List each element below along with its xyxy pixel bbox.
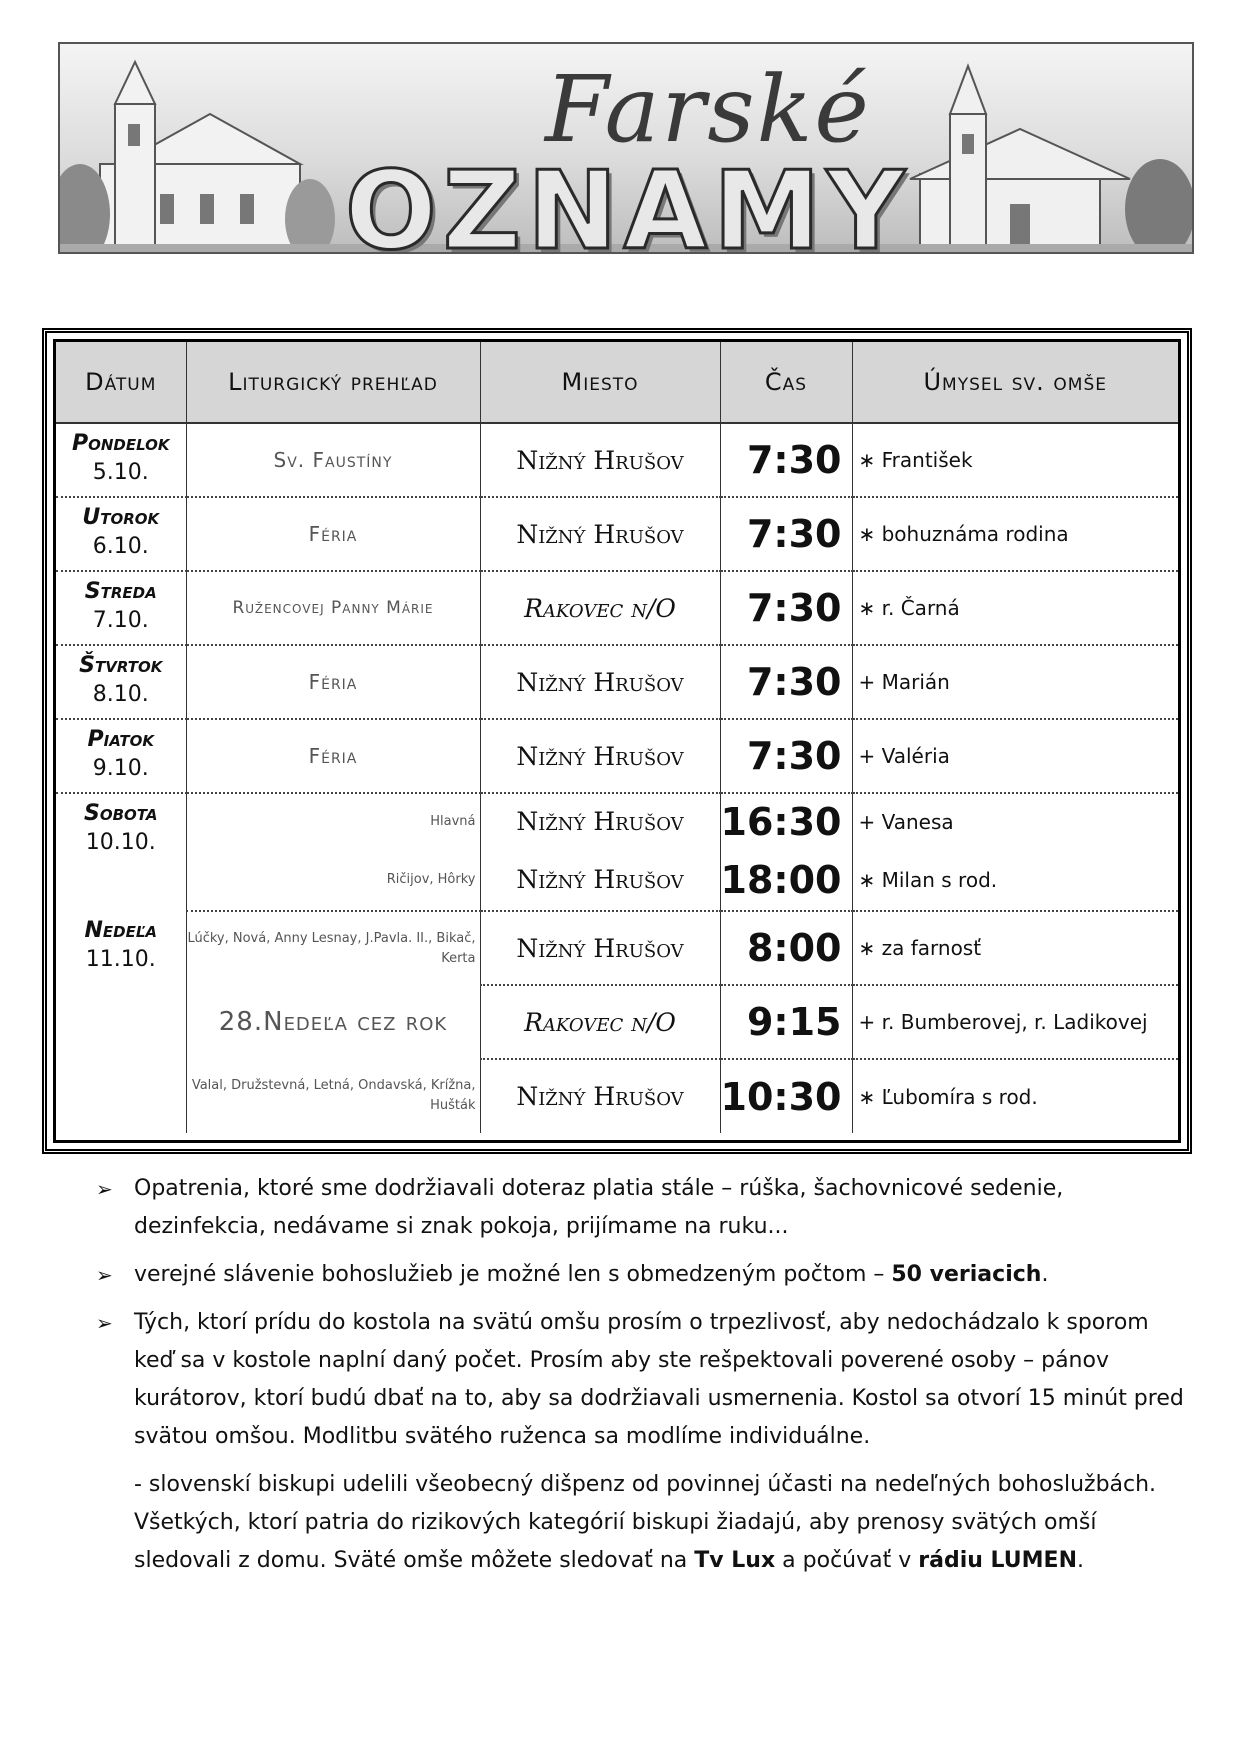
time-cell: 7:30	[720, 423, 852, 497]
banner-script-title: Farské	[545, 56, 871, 163]
liturgy-cell: Féria	[186, 719, 480, 793]
text-part: .	[1041, 1262, 1049, 1287]
table-row	[56, 571, 1178, 645]
intention-cell: ∗ František	[852, 423, 1178, 497]
emphasis-text: 50 veriacich	[891, 1262, 1042, 1287]
place-cell: Nižný Hrušov	[480, 1059, 720, 1133]
announcements	[96, 1170, 1186, 1580]
header-place: Miesto	[480, 342, 720, 423]
intention-cell: + Marián	[852, 645, 1178, 719]
liturgy-cell: Valal, Družstevná, Letná, Ondavská, Krížna, Hušták	[186, 1059, 480, 1133]
place-cell: Nižný Hrušov	[480, 423, 720, 497]
time-cell: 7:30	[720, 497, 852, 571]
arrow-bullet-icon: ➢	[96, 1263, 113, 1287]
day-date: 8.10.	[92, 682, 149, 707]
table-header-row	[56, 342, 1178, 423]
table-row	[56, 793, 1178, 849]
place-cell: Rakovec n/O	[480, 571, 720, 645]
table-row	[56, 985, 1178, 1059]
announcement-text	[134, 1256, 1186, 1294]
day-name: Sobota	[84, 801, 158, 826]
time-cell: 8:00	[720, 911, 852, 985]
intention-cell: ∗ Ľubomíra s rod.	[858, 1084, 1038, 1109]
day-name: Utorok	[82, 505, 160, 530]
day-date: 7.10.	[92, 608, 149, 633]
time-cell: 16:30	[720, 793, 852, 849]
table-row	[56, 719, 1178, 793]
day-name: Štvrtok	[79, 653, 163, 678]
text-part: verejné slávenie bohoslužieb je možné len s obmedzeným počtom –	[134, 1262, 892, 1287]
place-cell: Nižný Hrušov	[480, 497, 720, 571]
day-cell	[56, 497, 186, 571]
liturgy-cell: Féria	[186, 497, 480, 571]
schedule-frame	[42, 328, 1192, 1154]
mass-schedule-table	[56, 342, 1178, 1133]
place-cell: Nižný Hrušov	[480, 719, 720, 793]
day-date: 11.10.	[85, 947, 156, 972]
day-cell	[56, 911, 186, 1133]
day-name: Piatok	[87, 727, 154, 752]
place-cell: Nižný Hrušov	[480, 911, 720, 985]
liturgy-cell: Sv. Faustíny	[186, 423, 480, 497]
time-cell: 7:30	[720, 645, 852, 719]
announcement-paragraph	[96, 1466, 1186, 1580]
table-row	[56, 1059, 1178, 1133]
intention-cell: + Valéria	[852, 719, 1178, 793]
day-name: Nedeľa	[84, 918, 158, 943]
announcement-item	[96, 1304, 1186, 1456]
header-banner	[58, 42, 1194, 254]
intention-cell: + r. Bumberovej, r. Ladikovej	[852, 985, 1178, 1059]
intention-cell: ∗ za farnosť	[852, 911, 1178, 985]
day-cell	[56, 793, 186, 911]
table-row	[56, 911, 1178, 985]
intention-cell: + Vanesa	[858, 809, 954, 834]
time-cell: 7:30	[720, 571, 852, 645]
announcement-item	[96, 1256, 1186, 1294]
liturgy-cell: Féria	[186, 645, 480, 719]
day-date: 10.10.	[85, 830, 156, 855]
day-cell	[56, 423, 186, 497]
text-part: .	[1077, 1548, 1084, 1573]
day-date: 6.10.	[92, 534, 149, 559]
day-cell	[56, 571, 186, 645]
banner-title: OZNAMY	[345, 149, 911, 254]
place-cell: Rakovec n/O	[480, 985, 720, 1059]
emphasis-text: Tv Lux	[694, 1548, 776, 1573]
place-cell: Nižný Hrušov	[480, 849, 720, 911]
time-cell: 10:30	[720, 1059, 852, 1133]
day-name: Streda	[84, 579, 157, 604]
day-date: 9.10.	[92, 756, 149, 781]
intention-cell: ∗ Milan s rod.	[852, 849, 1178, 911]
liturgy-cell: Ričijov, Hôrky	[186, 849, 480, 911]
liturgy-cell: Hlavná	[186, 793, 480, 849]
announcement-text: Tých, ktorí prídu do kostola na svätú omšu prosím o trpezlivosť, aby nedochádzalo k sporom keď sa v kostole naplní daný počet. Prosím aby ste rešpektovali poverené osoby – pánov kurátorov, ktorí budú dbať na to, aby sa dodržiavali usmernenia. Kostol sa otvorí 15 minút pred svätou omšou. Modlitbu svätého ruženca sa modlíme individuálne.	[134, 1310, 1184, 1449]
header-intention: Úmysel sv. omše	[852, 342, 1178, 423]
table-row	[56, 849, 1178, 911]
table-row	[56, 497, 1178, 571]
header-time: Čas	[720, 342, 852, 423]
text-part: - slovenskí biskupi udelili všeobecný dišpenz od povinnej účasti na nedeľných bohoslužbách. Všetkých, ktorí patria do rizikových kategórií biskupi žiadajú, aby prenosy svätých omší sledovali z domu. Sväté omše môžete sledovať na	[134, 1472, 1157, 1573]
intention-cell: ∗ bohuznáma rodina	[852, 497, 1178, 571]
day-date: 5.10.	[92, 460, 149, 485]
time-cell: 18:00	[720, 849, 852, 911]
announcement-text: Opatrenia, ktoré sme dodržiavali doteraz platia stále – rúška, šachovnicové sedenie, dezinfekcia, nedávame si znak pokoja, prijímame na ruku...	[134, 1176, 1064, 1239]
arrow-bullet-icon: ➢	[96, 1311, 113, 1335]
text-part: a počúvať v	[775, 1548, 919, 1573]
day-cell	[56, 719, 186, 793]
emphasis-text: rádiu LUMEN	[918, 1548, 1077, 1573]
place-cell: Nižný Hrušov	[480, 793, 720, 849]
announcement-item	[96, 1170, 1186, 1246]
header-liturgy: Liturgický prehľad	[186, 342, 480, 423]
day-name: Pondelok	[71, 431, 170, 456]
table-row	[56, 645, 1178, 719]
liturgy-cell: Ružencovej Panny Márie	[186, 571, 480, 645]
liturgy-cell: 28.Nedeľa cez rok	[186, 985, 480, 1059]
header-date: Dátum	[56, 342, 186, 423]
time-cell: 7:30	[720, 719, 852, 793]
arrow-bullet-icon: ➢	[96, 1177, 113, 1201]
place-cell: Nižný Hrušov	[480, 645, 720, 719]
liturgy-cell: Lúčky, Nová, Anny Lesnay, J.Pavla. II., Bikač, Kerta	[186, 911, 480, 985]
table-row	[56, 423, 1178, 497]
time-cell: 9:15	[720, 985, 852, 1059]
day-cell	[56, 645, 186, 719]
intention-cell: ∗ r. Čarná	[852, 571, 1178, 645]
